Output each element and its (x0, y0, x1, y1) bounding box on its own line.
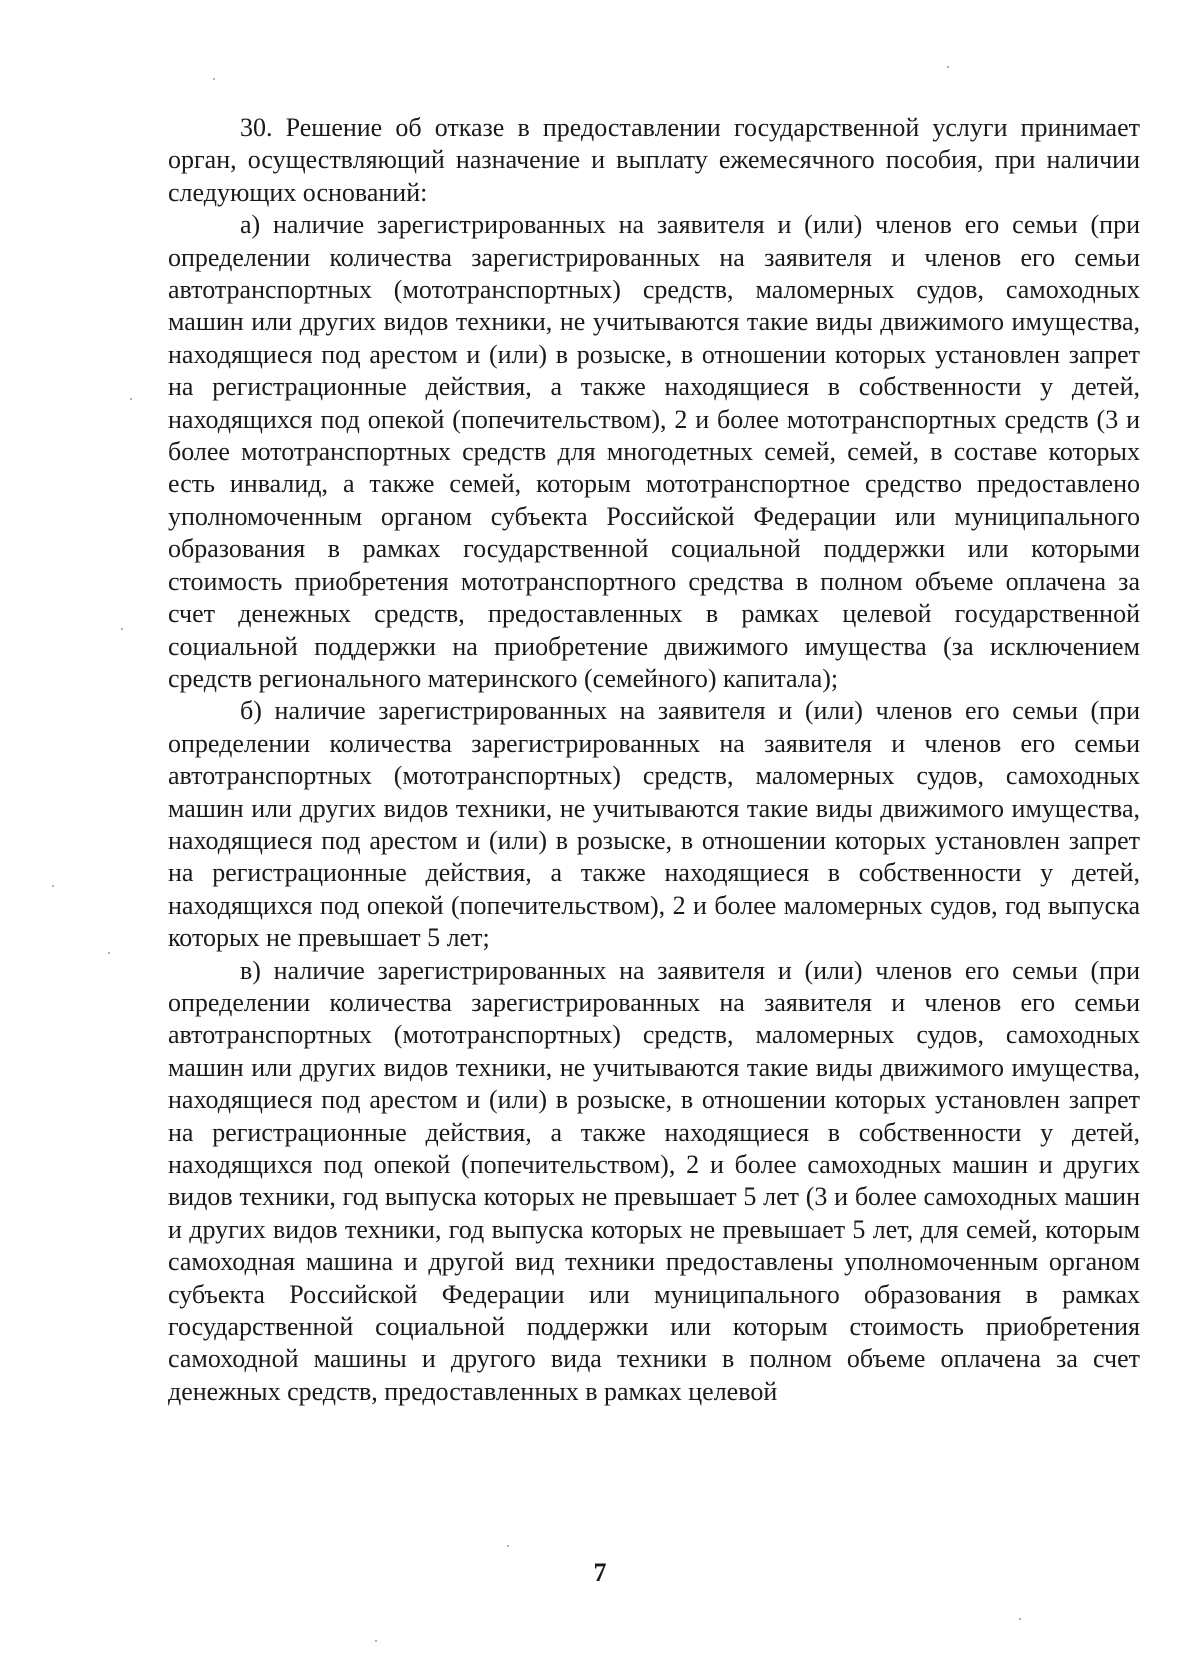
scan-speck (375, 1640, 377, 1642)
scan-speck (130, 398, 132, 400)
document-body (168, 112, 1140, 1408)
page-number: 7 (593, 1558, 607, 1587)
paragraph-30-intro: 30. Решение об отказе в предоставлении государственной услуги принимает орган, осуществляющий назначение и выплату ежемесячного пособия, при наличии следующих оснований: (168, 113, 1140, 207)
paragraph-item-v: в) наличие зарегистрированных на заявителя и (или) членов его семьи (при определении количества зарегистрированных на заявителя и членов его семьи автотранспортных (мототранспортных) средств, маломерных судов, самоходных машин или других видов техники, не учитываются такие виды движимого имущества, находящиеся под арестом и (или) в розыске, в отношении которых установлен запрет на регистрационные действия, а также находящиеся в собственности у детей, находящихся под опекой (попечительством), 2 и более самоходных машин и других видов техники, год выпуска которых не превышает 5 лет (3 и более самоходных машин и других видов техники, год выпуска которых не превышает 5 лет, для семей, которым самоходная машина и другой вид техники предоставлены уполномоченным органом субъекта Российской Федерации или муниципального образования в рамках государственной социальной поддержки или которым стоимость приобретения самоходной машины и другого вида техники в полном объеме оплачена за счет денежных средств, предоставленных в рамках целевой (168, 955, 1140, 1406)
scan-speck (213, 78, 215, 80)
scan-speck (52, 885, 54, 887)
scan-speck (121, 628, 123, 630)
paragraph-item-b: б) наличие зарегистрированных на заявителя и (или) членов его семьи (при определении количества зарегистрированных на заявителя и членов его семьи автотранспортных (мототранспортных) средств, маломерных судов, самоходных машин или других видов техники, не учитываются такие виды движимого имущества, находящиеся под арестом и (или) в розыске, в отношении которых установлен запрет на регистрационные действия, а также находящиеся в собственности у детей, находящихся под опекой (попечительством), 2 и более маломерных судов, год выпуска которых не превышает 5 лет; (168, 696, 1140, 953)
paragraph-item-a: а) наличие зарегистрированных на заявителя и (или) членов его семьи (при определении количества зарегистрированных на заявителя и членов его семьи автотранспортных (мототранспортных) средств, маломерных судов, самоходных машин или других видов техники, не учитываются такие виды движимого имущества, находящиеся под арестом и (или) в розыске, в отношении которых установлен запрет на регистрационные действия, а также находящиеся в собственности у детей, находящихся под опекой (попечительством), 2 и более мототранспортных средств (3 и более мототранспортных средств для многодетных семей, семей, в составе которых есть инвалид, а также семей, которым мототранспортное средство предоставлено уполномоченным органом субъекта Российской Федерации или муниципального образования в рамках государственной социальной поддержки или которыми стоимость приобретения мототранспортного средства в полном объеме оплачена за счет денежных средств, предоставленных в рамках целевой государственной социальной поддержки на приобретение движимого имущества (за исключением средств регионального материнского (семейного) капитала); (168, 210, 1140, 693)
scan-speck (507, 1545, 509, 1547)
scan-speck (1019, 1618, 1021, 1620)
scan-speck (108, 952, 110, 954)
scan-speck (947, 66, 949, 68)
